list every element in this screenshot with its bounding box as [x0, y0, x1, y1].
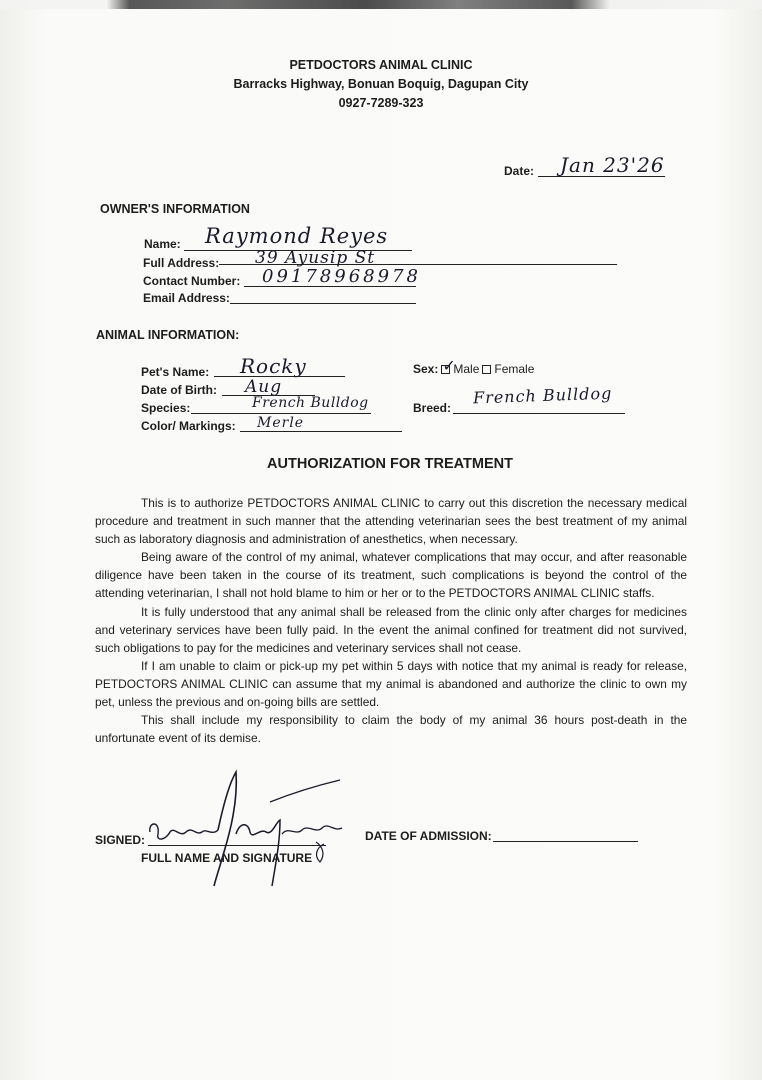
owner-email-label: Email Address:: [143, 291, 230, 305]
owner-section-title: OWNER'S INFORMATION: [100, 202, 250, 216]
owner-name-label: Name:: [144, 237, 181, 251]
breed-value[interactable]: French Bulldog: [472, 383, 613, 408]
animal-section-title: ANIMAL INFORMATION:: [96, 328, 240, 342]
sex-male-label: Male: [453, 362, 480, 376]
signature-caption: FULL NAME AND SIGNATURE: [141, 851, 313, 865]
breed-line: [453, 413, 625, 414]
owner-contact-label: Contact Number:: [143, 274, 241, 288]
dob-label: Date of Birth:: [141, 383, 217, 397]
authorization-paragraph: If I am unable to claim or pick-up my pet within 5 days with notice that my animal is ready for release, PETDOCTORS ANIMAL CLINIC can assume that my animal is abandoned and authorize the clinic to own my pet, unless the previous and on-going bills are settled.: [95, 658, 687, 710]
clinic-phone: 0927-7289-323: [338, 96, 424, 110]
sex-male-checkbox[interactable]: [441, 357, 456, 375]
owner-email-line: [230, 303, 416, 304]
sex-female-label: Female: [494, 362, 535, 376]
authorization-paragraph: This is to authorize PETDOCTORS ANIMAL CLINIC to carry out this discretion the necessary medical procedure and treatment in such manner that the attending veterinarian sees the best treatment of my animal such as laboratory diagnosis and administration of anesthetics, when necessary.: [95, 496, 687, 547]
signed-label: SIGNED:: [95, 833, 146, 847]
species-line: [191, 413, 371, 414]
owner-address-label: Full Address:: [143, 256, 220, 270]
pet-name-label: Pet's Name:: [141, 365, 210, 379]
owner-name-value[interactable]: Raymond Reyes: [205, 224, 389, 248]
authorization-paragraph: This shall include my responsibility to claim the body of my animal 36 hours post-death in the unfortunate event of its demise.: [95, 713, 687, 746]
scan-shadow: [0, 0, 762, 9]
authorization-paragraph: Being aware of the control of my animal, whatever complications that may occur, and after reasonable diligence have been taken in the course of its treatment, such complications is beyond the control of the attending veterinarian, I shall not hold blame to him or her or to the PETDOCTORS ANIMAL CLINIC staffs.: [95, 550, 687, 601]
date-label: Date:: [504, 164, 535, 178]
admission-label: DATE OF ADMISSION:: [365, 829, 492, 843]
clinic-name: PETDOCTORS ANIMAL CLINIC: [289, 58, 473, 72]
owner-address-value[interactable]: 39 Ayusip St: [255, 248, 376, 268]
sex-field: [413, 357, 535, 376]
color-label: Color/ Markings:: [141, 419, 236, 433]
clinic-address: Barracks Highway, Bonuan Boquig, Dagupan City: [233, 77, 529, 91]
authorization-title: AUTHORIZATION FOR TREATMENT: [267, 456, 513, 472]
breed-label: Breed:: [413, 401, 452, 415]
handwritten-signature[interactable]: [140, 762, 355, 890]
pet-name-value[interactable]: Rocky: [240, 354, 307, 378]
species-value[interactable]: French Bulldog: [252, 395, 369, 411]
admission-line: [493, 841, 638, 842]
owner-contact-value[interactable]: 09178968978: [262, 266, 421, 287]
authorization-paragraph: It is fully understood that any animal shall be released from the clinic only after charges for medicines and veterinary services have been fully paid. In the event the animal confined for treatment did not survived, such obligations to pay for the medicines and veterinary services shall not cease.: [95, 604, 687, 655]
authorization-body: [95, 494, 687, 747]
species-label: Species:: [141, 401, 191, 415]
checkmark-icon: ✓: [442, 357, 456, 375]
dob-value[interactable]: Aug: [245, 377, 283, 397]
color-line: [240, 431, 402, 432]
sex-female-checkbox[interactable]: [482, 365, 491, 374]
date-value[interactable]: Jan 23'26: [560, 153, 665, 177]
sex-label: Sex:: [413, 362, 439, 376]
color-value[interactable]: Merle: [257, 415, 305, 431]
